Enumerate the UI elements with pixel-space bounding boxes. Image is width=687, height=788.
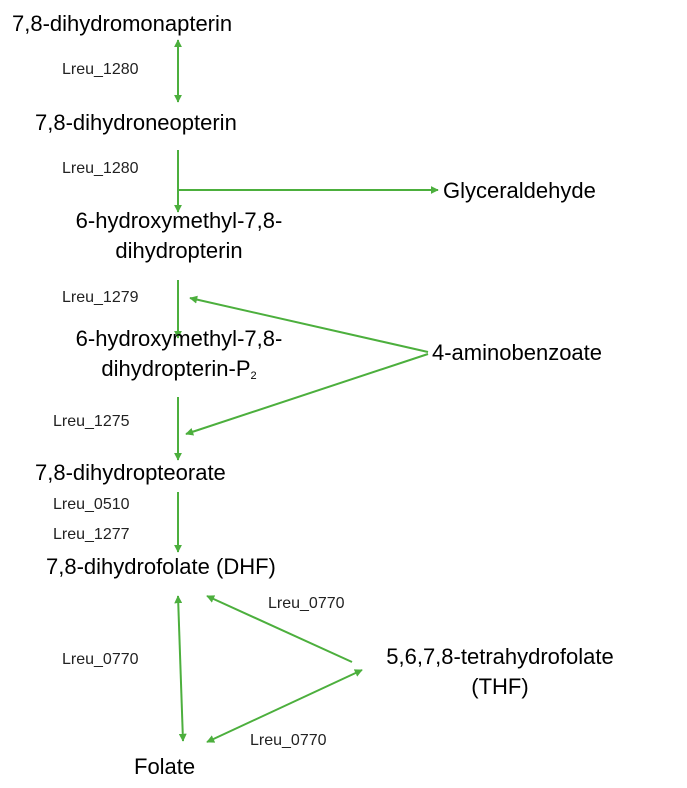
subscript-2: 2 — [250, 370, 257, 382]
enzyme-label: Lreu_0770 — [250, 732, 327, 749]
metabolite-dihydrofolate: 7,8-dihydrofolate (DHF) — [46, 554, 276, 579]
metabolite-text: dihydropterin-P — [101, 356, 251, 381]
enzyme-label: Lreu_0770 — [268, 595, 345, 612]
enzyme-label: Lreu_0770 — [62, 651, 139, 668]
metabolite-folate: Folate — [134, 754, 196, 779]
enzyme-label: Lreu_1277 — [53, 526, 130, 543]
metabolite-hydroxymethyl-dihydropterin-p2 — [20, 324, 338, 391]
metabolite-line: (THF) — [471, 674, 529, 699]
metabolite-line — [20, 354, 338, 391]
metabolite-line: 6-hydroxymethyl-7,8- — [75, 326, 283, 351]
enzyme-label: Lreu_1279 — [62, 289, 139, 306]
metabolite-tetrahydrofolate — [335, 642, 665, 702]
arrow-dhf-folate — [178, 596, 183, 741]
metabolite-hydroxymethyl-dihydropterin — [20, 206, 338, 266]
metabolite-glyceraldehyde: Glyceraldehyde — [443, 178, 596, 203]
metabolite-line: dihydropterin — [115, 238, 243, 263]
metabolite-dihydropteorate: 7,8-dihydropteorate — [35, 460, 226, 485]
metabolite-line: 6-hydroxymethyl-7,8- — [75, 208, 283, 233]
metabolite-line: 5,6,7,8-tetrahydrofolate — [386, 644, 614, 669]
metabolite-dihydromonapterin: 7,8-dihydromonapterin — [12, 11, 233, 36]
enzyme-label: Lreu_1275 — [53, 413, 130, 430]
metabolite-aminobenzoate: 4-aminobenzoate — [432, 340, 603, 365]
metabolite-dihydroneopterin: 7,8-dihydroneopterin — [35, 110, 237, 135]
enzyme-label: Lreu_1280 — [62, 61, 139, 78]
enzyme-label: Lreu_0510 — [53, 496, 130, 513]
enzyme-label: Lreu_1280 — [62, 160, 139, 177]
